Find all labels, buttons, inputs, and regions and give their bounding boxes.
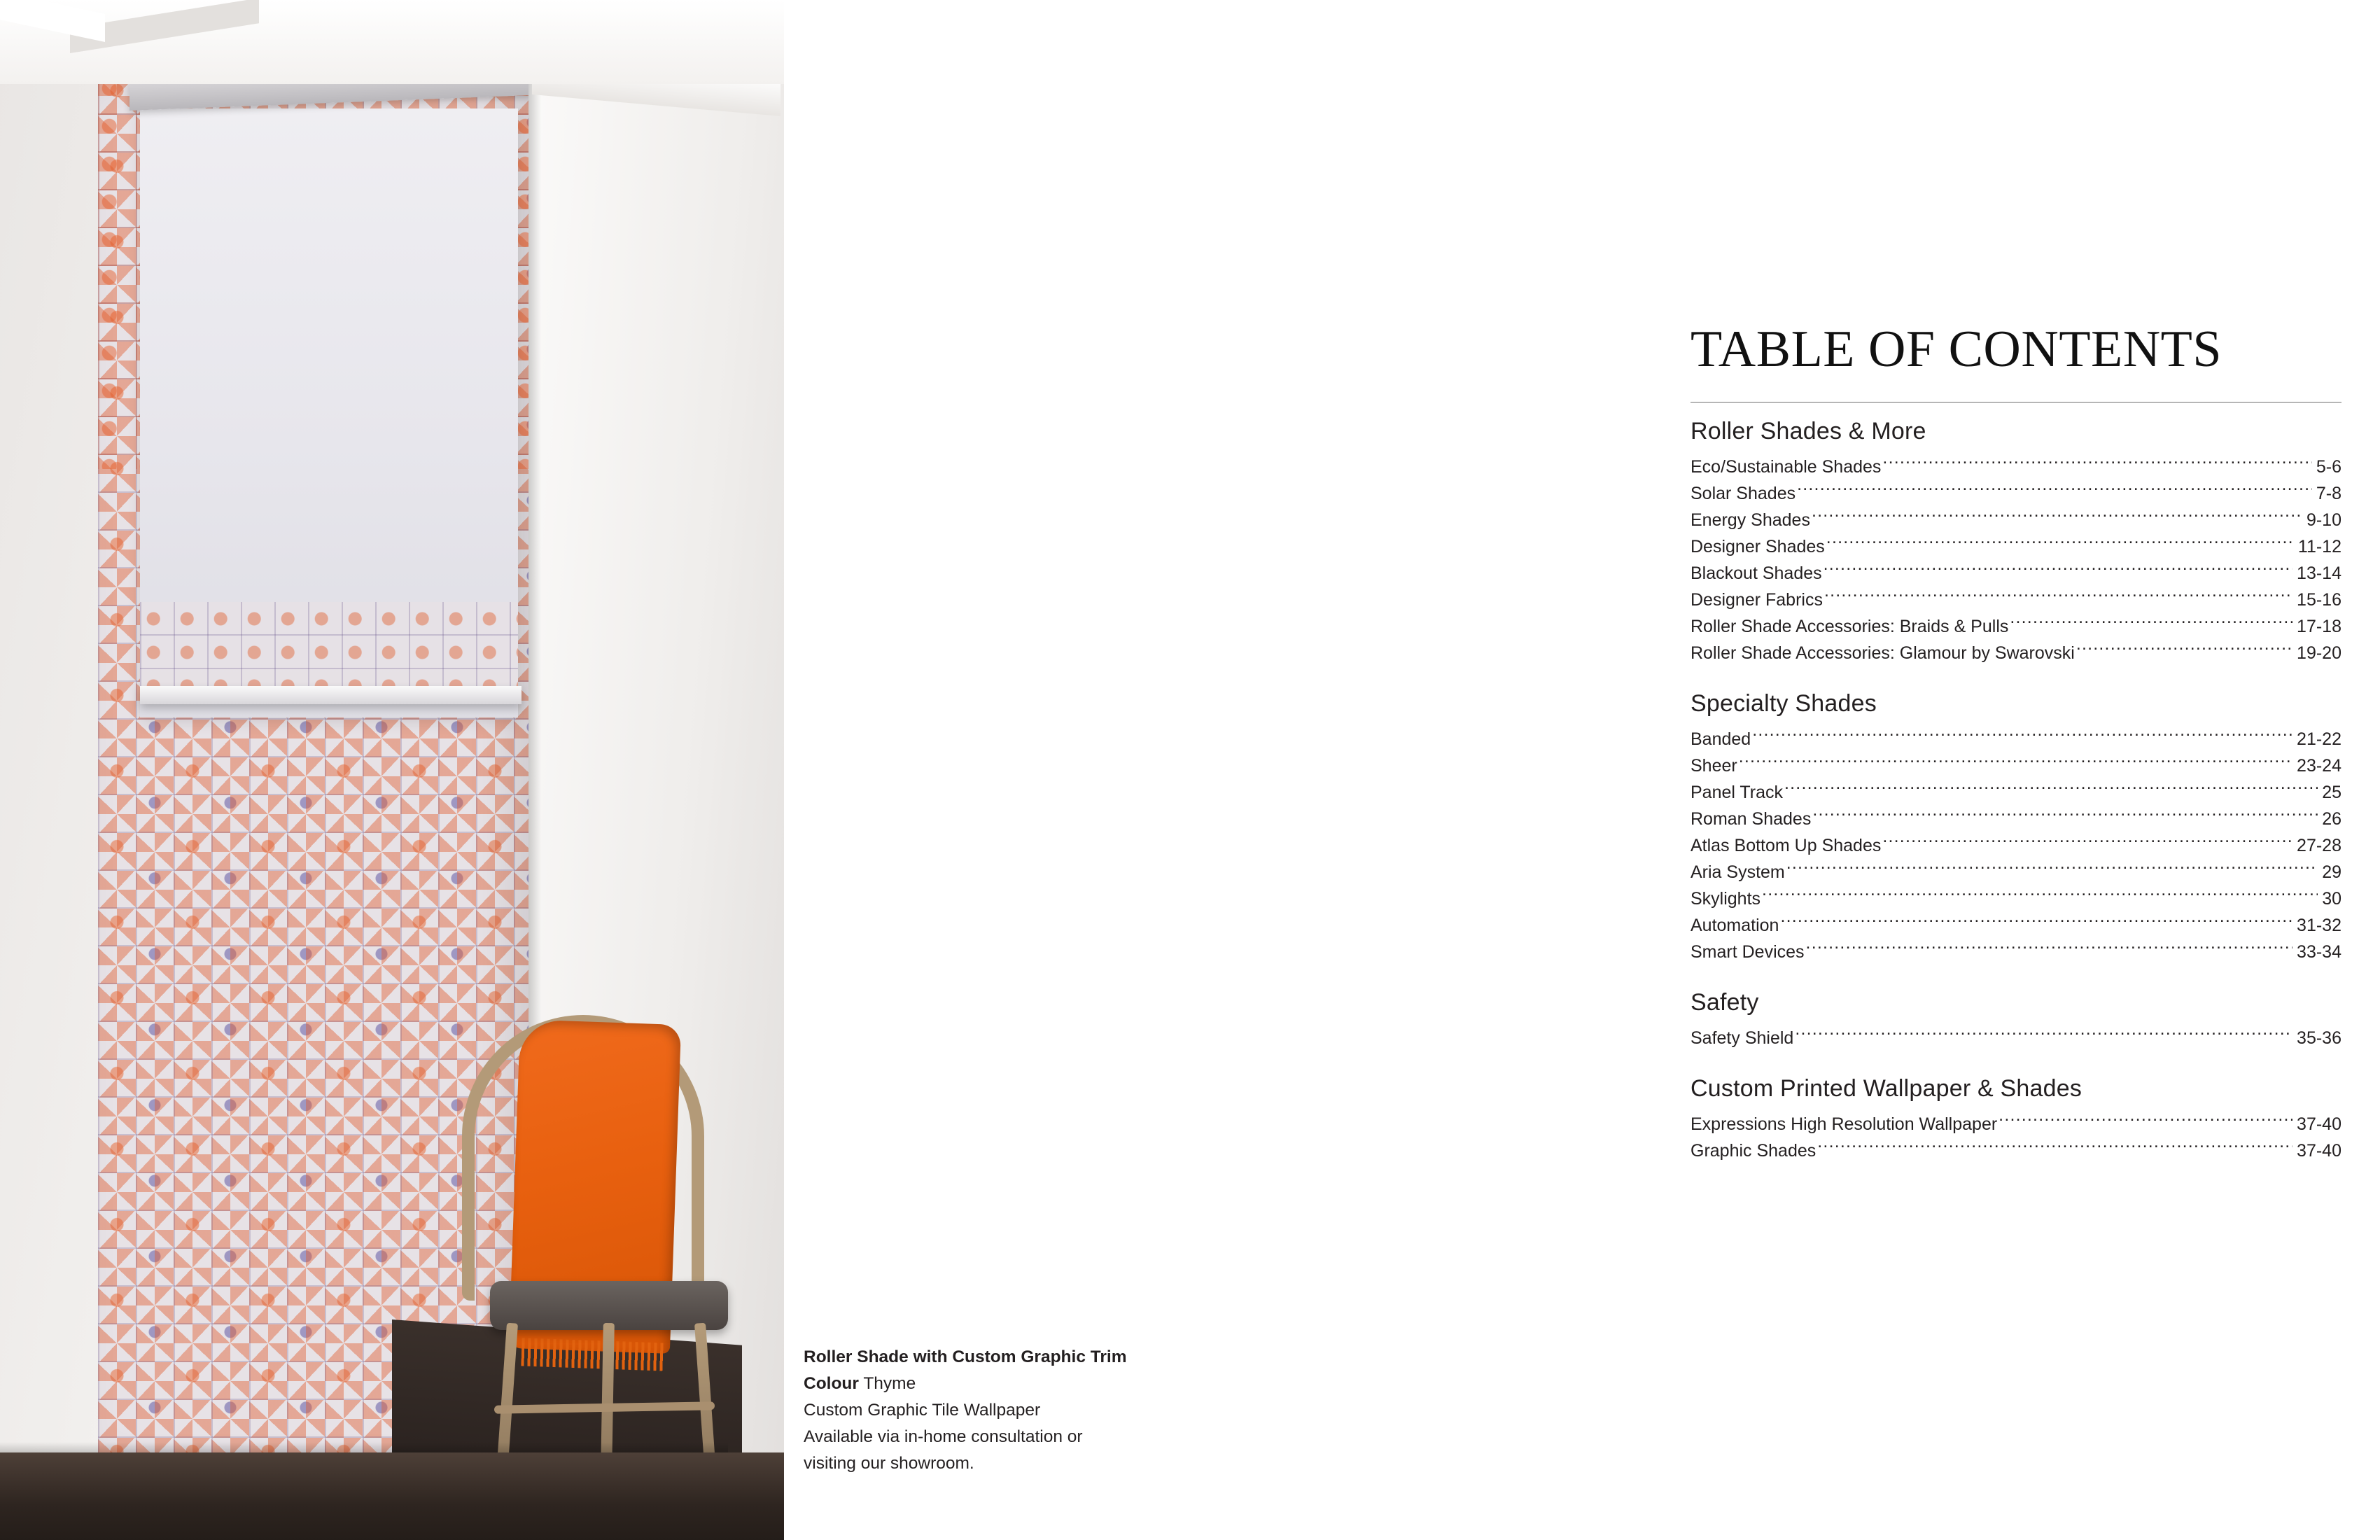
toc-entry-leader-dots xyxy=(1812,508,2302,526)
toc-entry-label: Sheer xyxy=(1690,755,1737,776)
toc-entry-leader-dots xyxy=(1739,754,2292,771)
toc-entry[interactable] xyxy=(1690,752,2342,779)
caption-colour-label: Colour xyxy=(804,1373,859,1393)
toc-entry-leader-dots xyxy=(1780,913,2292,931)
toc-entry[interactable] xyxy=(1690,939,2342,965)
toc-entry-label: Solar Shades xyxy=(1690,483,1796,503)
toc-entry-label: Panel Track xyxy=(1690,782,1784,802)
toc-entry-leader-dots xyxy=(1786,860,2318,878)
toc-entry-pages: 15-16 xyxy=(2297,589,2342,610)
toc-entry-leader-dots xyxy=(2076,641,2292,659)
caption-line-colour xyxy=(804,1371,1238,1397)
toc-entry-label: Designer Fabrics xyxy=(1690,589,1823,610)
toc-entry[interactable] xyxy=(1690,886,2342,912)
toc-entry-label: Skylights xyxy=(1690,888,1761,909)
toc-entry-pages: 23-24 xyxy=(2297,755,2342,776)
wood-floor xyxy=(0,1452,784,1540)
toc-entry[interactable] xyxy=(1690,779,2342,806)
toc-entry-pages: 21-22 xyxy=(2297,729,2342,749)
toc-entry[interactable] xyxy=(1690,533,2342,560)
toc-entry-pages: 37-40 xyxy=(2297,1140,2342,1161)
toc-entry-leader-dots xyxy=(1797,482,2312,499)
toc-entry-pages: 7-8 xyxy=(2316,483,2342,503)
toc-entry-label: Atlas Bottom Up Shades xyxy=(1690,835,1882,855)
toc-entry-leader-dots xyxy=(1762,887,2318,904)
toc-entry-label: Graphic Shades xyxy=(1690,1140,1816,1161)
toc-section-heading: Safety xyxy=(1690,988,1759,1016)
toc-entry-leader-dots xyxy=(1752,727,2292,745)
throw-fringe xyxy=(521,1338,665,1371)
toc-entry-list xyxy=(1690,1111,2342,1164)
toc-entry-label: Roller Shade Accessories: Glamour by Swarovski xyxy=(1690,643,2075,663)
toc-entry[interactable] xyxy=(1690,1025,2342,1051)
toc-entry-label: Roller Shade Accessories: Braids & Pulls xyxy=(1690,616,2009,636)
toc-entry-pages: 27-28 xyxy=(2297,835,2342,855)
toc-entry-leader-dots xyxy=(1998,1112,2292,1130)
table-of-contents xyxy=(1690,322,2342,1167)
toc-entry-leader-dots xyxy=(1812,807,2318,825)
toc-entry-label: Energy Shades xyxy=(1690,510,1810,530)
toc-entry[interactable] xyxy=(1690,859,2342,886)
toc-section-heading: Custom Printed Wallpaper & Shades xyxy=(1690,1074,2082,1102)
toc-entry-pages: 29 xyxy=(2322,862,2342,882)
toc-entry[interactable] xyxy=(1690,640,2342,666)
toc-entry-label: Automation xyxy=(1690,915,1779,935)
toc-entry-leader-dots xyxy=(1784,780,2318,798)
roller-shade-hembar xyxy=(140,686,522,704)
toc-entry[interactable] xyxy=(1690,507,2342,533)
toc-entry-label: Safety Shield xyxy=(1690,1028,1794,1048)
toc-entry-leader-dots xyxy=(1795,1026,2292,1044)
toc-entry[interactable] xyxy=(1690,832,2342,859)
toc-entry[interactable] xyxy=(1690,587,2342,613)
toc-entry-leader-dots xyxy=(1817,1139,2292,1156)
toc-entry-leader-dots xyxy=(1823,561,2292,579)
toc-entry-pages: 11-12 xyxy=(2297,536,2342,556)
roller-shade-custom-graphic-trim xyxy=(140,602,518,686)
toc-entry-list xyxy=(1690,454,2342,666)
caption-colour-value: Thyme xyxy=(863,1373,916,1393)
toc-entry[interactable] xyxy=(1690,560,2342,587)
toc-entry-label: Expressions High Resolution Wallpaper xyxy=(1690,1114,1998,1134)
toc-entry-list xyxy=(1690,726,2342,965)
caption-line-wallpaper: Custom Graphic Tile Wallpaper xyxy=(804,1400,1041,1420)
toc-entry-label: Smart Devices xyxy=(1690,941,1805,962)
toc-section-heading: Specialty Shades xyxy=(1690,690,1877,717)
toc-entry[interactable] xyxy=(1690,1111,2342,1138)
toc-section-heading: Roller Shades & More xyxy=(1690,417,1926,444)
toc-entry-pages: 25 xyxy=(2322,782,2342,802)
toc-entry[interactable] xyxy=(1690,454,2342,480)
toc-entry-pages: 31-32 xyxy=(2297,915,2342,935)
toc-entry-label: Eco/Sustainable Shades xyxy=(1690,456,1882,477)
toc-entry-pages: 35-36 xyxy=(2297,1028,2342,1048)
toc-entry-leader-dots xyxy=(1882,834,2292,851)
toc-entry[interactable] xyxy=(1690,613,2342,640)
toc-entry-list xyxy=(1690,1025,2342,1051)
toc-entry[interactable] xyxy=(1690,806,2342,832)
toc-entry-pages: 19-20 xyxy=(2297,643,2342,663)
caption-line-availability-1: Available via in-home consultation or xyxy=(804,1427,1083,1446)
caption-line-availability-2: visiting our showroom. xyxy=(804,1453,974,1473)
toc-entry[interactable] xyxy=(1690,912,2342,939)
toc-sections xyxy=(1690,418,2342,1164)
toc-entry-label: Banded xyxy=(1690,729,1751,749)
toc-entry-leader-dots xyxy=(1882,455,2311,472)
toc-entry-label: Roman Shades xyxy=(1690,808,1812,829)
toc-entry-label: Blackout Shades xyxy=(1690,563,1822,583)
toc-entry[interactable] xyxy=(1690,480,2342,507)
room-photograph xyxy=(0,0,784,1540)
toc-entry-pages: 17-18 xyxy=(2297,616,2342,636)
toc-entry-leader-dots xyxy=(1806,940,2293,958)
toc-entry-pages: 9-10 xyxy=(2306,510,2342,530)
toc-entry-leader-dots xyxy=(2010,615,2292,632)
toc-entry-label: Designer Shades xyxy=(1690,536,1825,556)
toc-entry-pages: 26 xyxy=(2322,808,2342,829)
toc-entry-pages: 37-40 xyxy=(2297,1114,2342,1134)
toc-entry-leader-dots xyxy=(1824,588,2292,606)
toc-entry[interactable] xyxy=(1690,726,2342,752)
caption-line-product xyxy=(804,1344,1238,1371)
toc-entry-pages: 30 xyxy=(2322,888,2342,909)
caption-product-name: Roller Shade with Custom Graphic Trim xyxy=(804,1348,1127,1366)
toc-entry-leader-dots xyxy=(1826,535,2294,552)
toc-entry-label: Aria System xyxy=(1690,862,1785,882)
toc-entry-pages: 13-14 xyxy=(2297,563,2342,583)
toc-entry-pages: 33-34 xyxy=(2297,941,2342,962)
toc-entry-pages: 5-6 xyxy=(2316,456,2342,477)
photo-caption xyxy=(804,1344,1238,1477)
toc-entry[interactable] xyxy=(1690,1138,2342,1164)
page-title: TABLE OF CONTENTS xyxy=(1690,321,2222,378)
